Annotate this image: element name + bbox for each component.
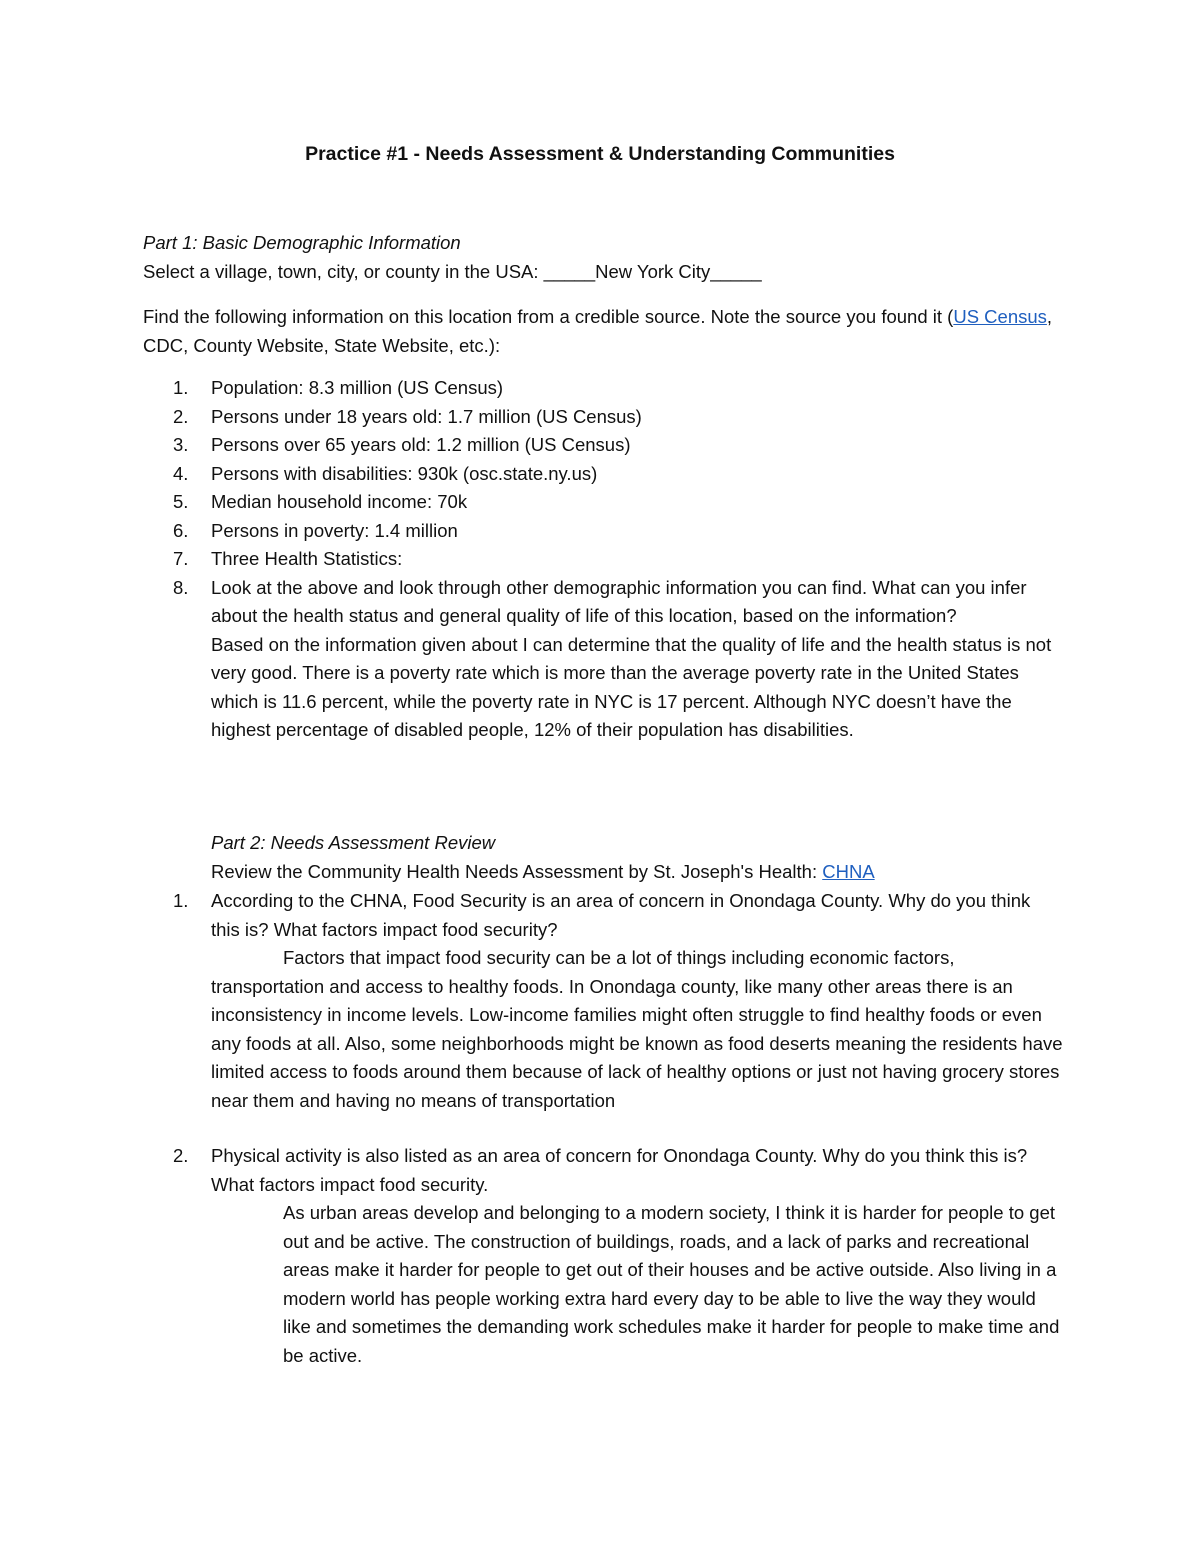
find-suffix: , CDC, County Website, State Website, etc.): xyxy=(143,306,1053,356)
answer-8: Based on the information given about I can determine that the quality of life and the health status is not very good. There is a poverty rate which is more than the average poverty rate in the United States which is 11.6 percent, while the poverty rate in NYC is 17 percent. Although NYC doesn’t have the highest percentage of disabled people, 12% of their population has disabilities. xyxy=(211,633,1052,740)
find-instructions xyxy=(143,303,1063,360)
review-question-2 xyxy=(143,1142,1063,1370)
list-item: 1. Population: 8.3 million (US Census) xyxy=(173,377,504,398)
question-food-security: According to the CHNA, Food Security is an area of concern in Onondaga County. Why do you think this is? What factors impact food security? xyxy=(211,890,1031,940)
answer-physical-activity: As urban areas develop and belonging to a modern society, I think it is harder for people to get out and be active. The construction of buildings, roads, and a lack of parks and recreational areas make it harder for people to get out of their houses and be active outside. Also living in a modern world has people working extra hard every day to be able to live the way they would like and sometimes the demanding work schedules make it harder for people to make time and be active. xyxy=(283,1202,1060,1366)
list-item: 8. Look at the above and look through other demographic information you can find. What can you infer about the health status and general quality of life of this location, based on the information? Based on the information given about I can determine that the quality of life and the health status is not very good. There is a poverty rate which is more than the average poverty rate in the United States which is 11.6 percent, while the poverty rate in NYC is 17 percent. Although NYC doesn’t have the highest percentage of disabled people, 12% of their population has disabilities. xyxy=(143,574,1063,745)
demographics-list xyxy=(143,374,1063,745)
review-prefix: Review the Community Health Needs Assessment by St. Joseph's Health: xyxy=(211,861,823,882)
location-prompt: Select a village, town, city, or county in the USA: _____New York City_____ xyxy=(143,261,762,282)
list-item: 3. Persons over 65 years old: 1.2 million (US Census) xyxy=(173,434,631,455)
part1-heading: Part 1: Basic Demographic Information xyxy=(143,232,461,253)
list-item: 2. Persons under 18 years old: 1.7 million (US Census) xyxy=(173,405,642,427)
list-item: 2. Physical activity is also listed as an area of concern for Onondaga County. Why do you think this is? What factors impact food security. As urban areas develop and belonging to a modern society, I think it is harder for people to get out and be active. The construction of buildings, roads, and a lack of parks and recreational areas make it harder for people to get out of their houses and be active outside. Also living in a modern world has people working extra hard every day to be able to live the way they would like and sometimes the demanding work schedules make it harder for people to make time and be active. xyxy=(143,1142,1063,1370)
question-8: Look at the above and look through other demographic information you can find. What can you infer about the health status and general quality of life of this location, based on the information? xyxy=(211,576,1027,626)
list-item: 7. Three Health Statistics: xyxy=(173,548,403,569)
list-item: 4. Persons with disabilities: 930k (osc.state.ny.us) xyxy=(173,462,598,484)
review-instructions xyxy=(211,858,1071,887)
list-item: 5. Median household income: 70k xyxy=(173,491,468,512)
page-title: Practice #1 - Needs Assessment & Understanding Communities xyxy=(305,143,895,165)
find-prefix: Find the following information on this location from a credible source. Note the source you found it ( xyxy=(143,306,954,327)
review-question-1 xyxy=(143,887,1063,1115)
us-census-link[interactable]: US Census xyxy=(953,306,1047,327)
chna-link[interactable]: CHNA xyxy=(822,861,875,882)
part2-heading: Part 2: Needs Assessment Review xyxy=(211,832,496,853)
list-item: 1. According to the CHNA, Food Security is an area of concern in Onondaga County. Why do you think this is? What factors impact food security? Factors that impact food security can be a lot of things including economic factors, transportation and access to healthy foods. In Onondaga county, like many other areas there is an inconsistency in income levels. Low-income families might often struggle to find healthy foods or even any foods at all. Also, some neighborhoods might be known as food deserts meaning the residents have limited access to foods around them because of lack of healthy options or just not having grocery stores near them and having no means of transportation xyxy=(143,887,1063,1115)
question-physical-activity: Physical activity is also listed as an area of concern for Onondaga County. Why do you think this is? What factors impact food security. xyxy=(211,1145,1028,1195)
list-item: 6. Persons in poverty: 1.4 million xyxy=(173,519,458,541)
answer-food-security: Factors that impact food security can be a lot of things including economic factors, transportation and access to healthy foods. In Onondaga county, like many other areas there is an inconsistency in income levels. Low-income families might often struggle to find healthy foods or even any foods at all. Also, some neighborhoods might be known as food deserts meaning the residents have limited access to foods around them because of lack of healthy options or just not having grocery stores near them and having no means of transportation xyxy=(211,947,1063,1111)
